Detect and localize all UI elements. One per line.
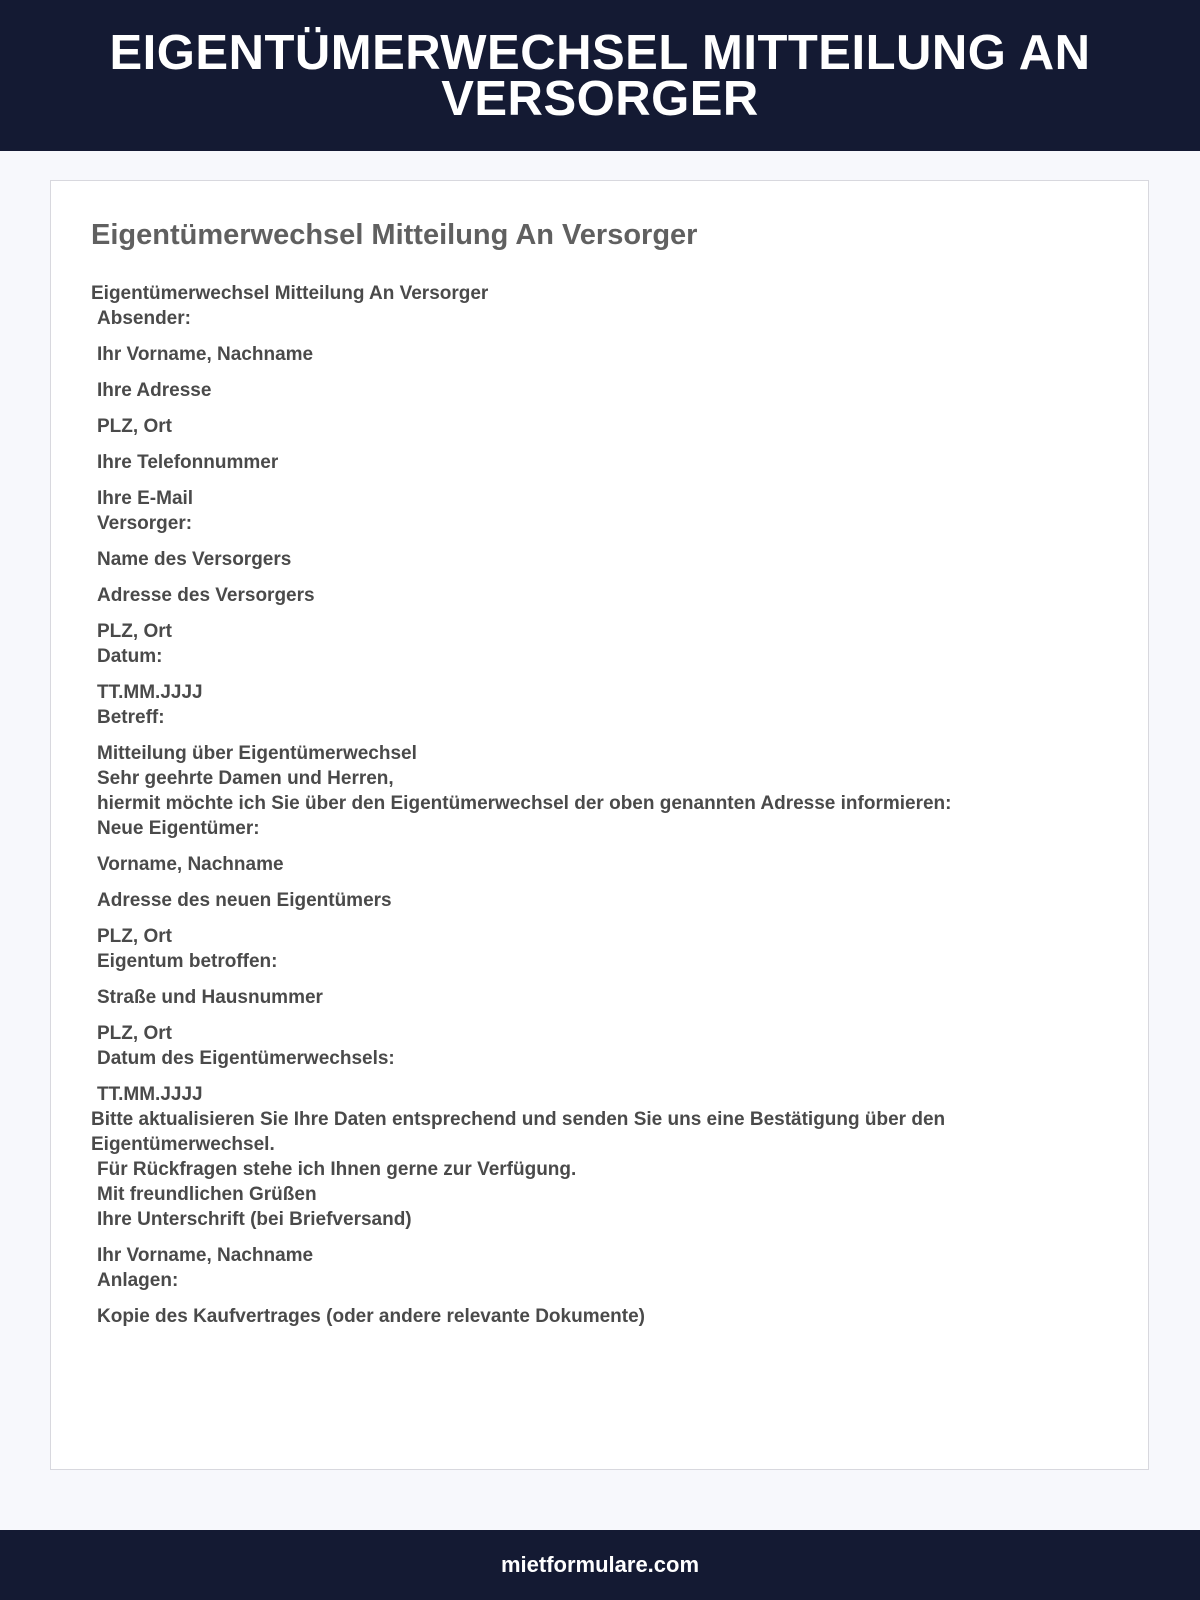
salutation: Sehr geehrte Damen und Herren,	[97, 768, 394, 789]
document-title: Eigentümerwechsel Mitteilung An Versorger	[91, 219, 698, 251]
change-date-label: Datum des Eigentümerwechsels:	[97, 1048, 395, 1069]
subject-label: Betreff:	[97, 707, 165, 728]
closing-text: Mit freundlichen Grüßen	[97, 1184, 317, 1205]
signature-name: Ihr Vorname, Nachname	[97, 1245, 314, 1266]
sender-city: PLZ, Ort	[97, 416, 172, 437]
footer-site: mietformulare.com	[500, 1552, 700, 1577]
date-label: Datum:	[97, 646, 163, 667]
page-footer	[0, 1530, 1200, 1600]
sender-label: Absender:	[97, 308, 191, 329]
provider-label: Versorger:	[97, 513, 193, 534]
property-street: Straße und Hausnummer	[97, 987, 323, 1008]
property-city: PLZ, Ort	[97, 1023, 172, 1044]
sender-address: Ihre Adresse	[97, 380, 212, 401]
subject-value: Mitteilung über Eigentümerwechsel	[97, 743, 417, 764]
provider-city: PLZ, Ort	[97, 621, 172, 642]
sender-email: Ihre E-Mail	[97, 488, 194, 509]
provider-name: Name des Versorgers	[97, 549, 292, 570]
new-owner-address: Adresse des neuen Eigentümers	[97, 890, 392, 911]
document-card	[50, 180, 1149, 1470]
page-header	[0, 0, 1200, 151]
sender-name: Ihr Vorname, Nachname	[97, 344, 314, 365]
new-owner-label: Neue Eigentümer:	[97, 818, 260, 839]
signature-label: Ihre Unterschrift (bei Briefversand)	[97, 1209, 412, 1230]
new-owner-city: PLZ, Ort	[97, 926, 172, 947]
request-text: Bitte aktualisieren Sie Ihre Daten entsprechend und senden Sie uns eine Bestätigung über den Eigentümerwechsel.	[91, 1109, 946, 1155]
attachments-value: Kopie des Kaufvertrages (oder andere relevante Dokumente)	[97, 1306, 646, 1327]
new-owner-name: Vorname, Nachname	[97, 854, 284, 875]
letter-body	[91, 281, 1101, 1329]
sender-phone: Ihre Telefonnummer	[97, 452, 279, 473]
attachments-label: Anlagen:	[97, 1270, 179, 1291]
intro-text: hiermit möchte ich Sie über den Eigentümerwechsel der oben genannten Adresse informieren:	[97, 793, 952, 814]
page-title: EIGENTÜMERWECHSEL MITTEILUNG AN VERSORGER	[109, 25, 1091, 126]
date-value: TT.MM.JJJJ	[97, 682, 203, 703]
questions-text: Für Rückfragen stehe ich Ihnen gerne zur Verfügung.	[97, 1159, 577, 1180]
letter-subtitle: Eigentümerwechsel Mitteilung An Versorger	[91, 283, 489, 304]
change-date-value: TT.MM.JJJJ	[97, 1084, 203, 1105]
provider-address: Adresse des Versorgers	[97, 585, 315, 606]
property-label: Eigentum betroffen:	[97, 951, 278, 972]
